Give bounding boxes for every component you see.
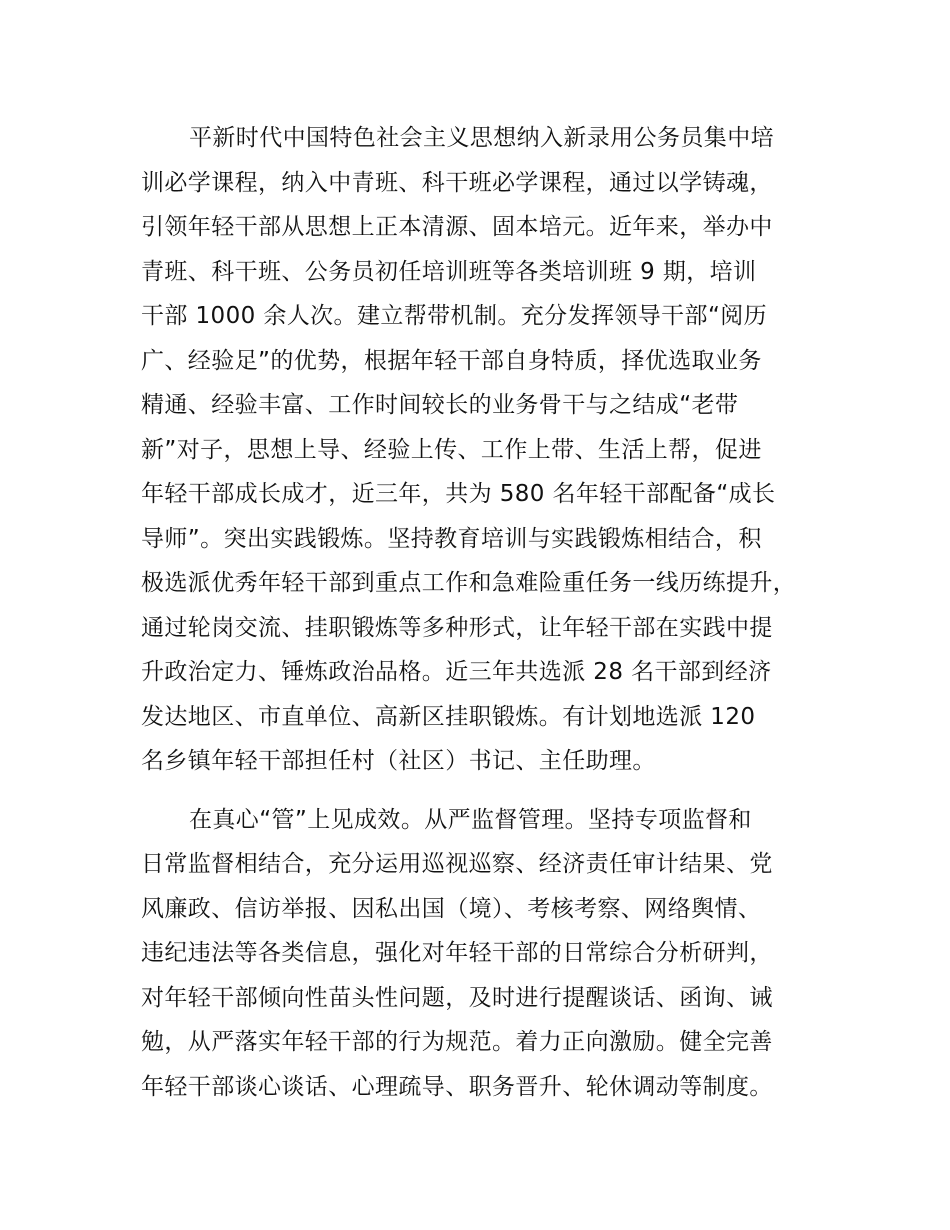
text-line: 风廉政、信访举报、因私出国（境）、考核考察、网络舆情、	[141, 895, 762, 922]
paragraph-2	[141, 798, 841, 1110]
text-line: 青班、科干班、公务员初任培训班等各类培训班 9 期，培训	[141, 258, 757, 285]
body-text	[141, 116, 841, 1109]
paragraph-1	[141, 116, 841, 784]
text-line: 极选派优秀年轻干部到重点工作和急难险重任务一线历练提升，	[141, 570, 797, 596]
text-line: 广、经验足”的优势，根据年轻干部自身特质，择优选取业务	[141, 347, 762, 374]
text-line: 引领年轻干部从思想上正本清源、固本培元。近年来，举办中	[141, 214, 773, 240]
text-line: 精通、经验丰富、工作时间较长的业务骨干与之结成“老带	[141, 392, 739, 418]
text-line: 名乡镇年轻干部担任村（社区）书记、主任助理。	[141, 748, 656, 774]
text-line: 导师”。突出实践锻炼。坚持教育培训与实践锻炼相结合，积	[141, 525, 762, 552]
text-line: 在真心“管”上见成效。从严监督管理。坚持专项监督和	[189, 806, 752, 833]
text-line: 发达地区、市直单位、高新区挂职锻炼。有计划地选派 120	[141, 703, 756, 730]
text-line: 升政治定力、锤炼政治品格。近三年共选派 28 名干部到经济	[141, 659, 772, 685]
text-line: 年轻干部谈心谈话、心理疏导、职务晋升、轮休调动等制度。	[141, 1073, 773, 1100]
text-line: 干部 1000 余人次。建立帮带机制。充分发挥领导干部“阅历	[141, 303, 768, 329]
text-line: 通过轮岗交流、挂职锻炼等多种形式，让年轻干部在实践中提	[141, 614, 773, 641]
text-line: 平新时代中国特色社会主义思想纳入新录用公务员集中培	[189, 125, 774, 151]
text-line: 训必学课程，纳入中青班、科干班必学课程，通过以学铸魂，	[141, 169, 773, 196]
text-line: 对年轻干部倾向性苗头性问题，及时进行提醒谈话、函询、诫	[141, 984, 773, 1011]
text-line: 新”对子，思想上导、经验上传、工作上带、生活上帮，促进	[141, 436, 762, 463]
text-line: 勉，从严落实年轻干部的行为规范。着力正向激励。健全完善	[141, 1029, 773, 1055]
paragraph-spacer	[141, 784, 841, 798]
text-line: 违纪违法等各类信息，强化对年轻干部的日常综合分析研判，	[141, 940, 773, 966]
text-line: 日常监督相结合，充分运用巡视巡察、经济责任审计结果、党	[141, 851, 773, 877]
text-line: 年轻干部成长成才，近三年，共为 580 名年轻干部配备“成长	[141, 481, 776, 507]
